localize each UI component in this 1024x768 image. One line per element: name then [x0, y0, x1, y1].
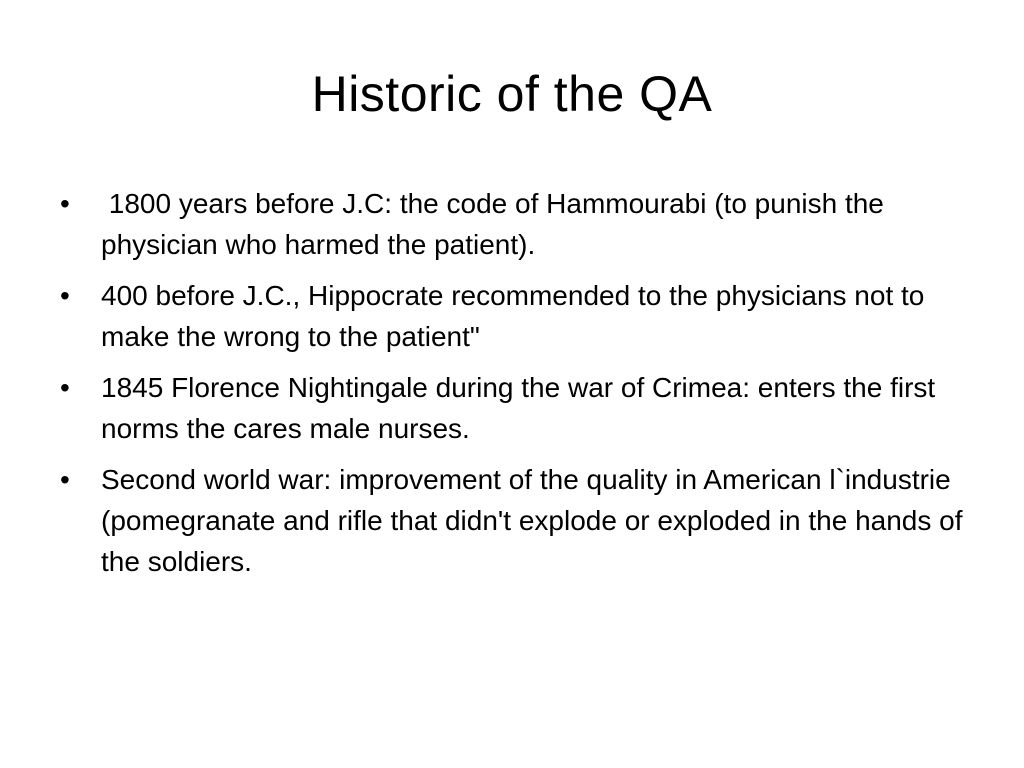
bullet-item-3 — [60, 367, 965, 449]
bullet-point-icon: • — [60, 280, 70, 311]
slide-title: Historic of the QA — [311, 66, 713, 122]
bullet-text-4: Second world war: improvement of the quality in American l`industrie (pomegranate and rifle that didn't explode or exploded in the hands of the soldiers. — [101, 464, 971, 577]
bullet-point-icon: • — [60, 372, 70, 403]
bullet-text-2: 400 before J.C., Hippocrate recommended to the physicians not to make the wrong to the patient" — [101, 280, 933, 352]
bullet-item-1 — [60, 183, 965, 265]
bullet-list — [60, 183, 971, 582]
bullet-point-icon: • — [60, 188, 70, 219]
bullet-point-icon: • — [60, 464, 70, 495]
bullet-text-3: 1845 Florence Nightingale during the war of Crimea: enters the first norms the cares male nurses. — [101, 372, 943, 444]
bullet-text-1: 1800 years before J.C: the code of Hammourabi (to punish the physician who harmed the patient). — [101, 188, 892, 260]
bullet-item-2 — [60, 275, 965, 357]
bullet-item-4 — [60, 459, 971, 582]
